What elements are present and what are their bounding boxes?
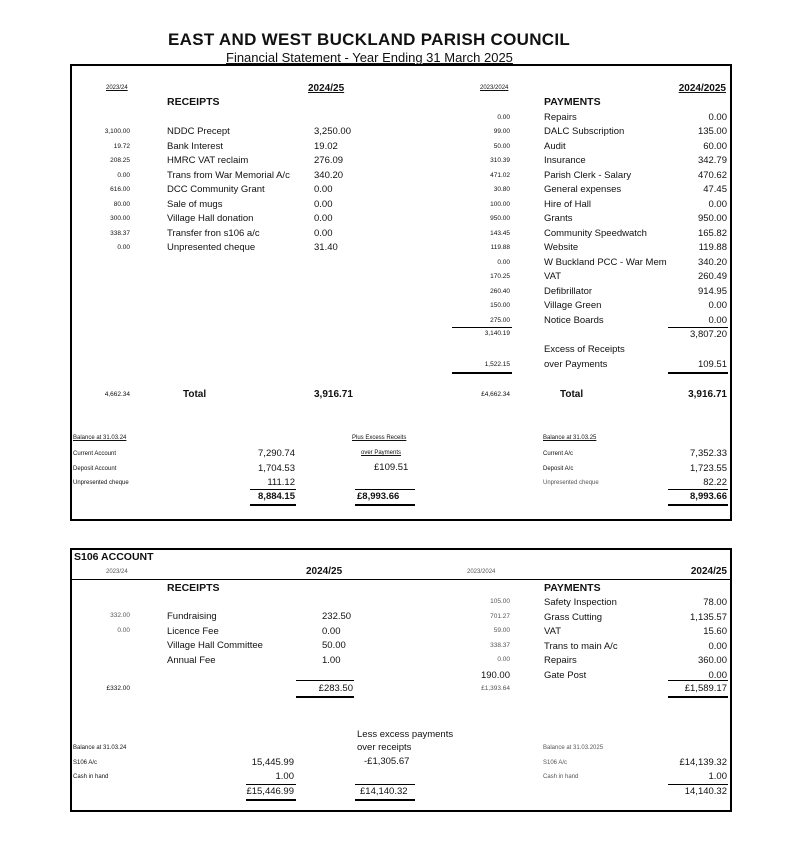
payment-prev-value: 260.40 xyxy=(490,287,510,295)
s106-less-value: -£1,305.67 xyxy=(364,756,410,767)
receipt-label: Trans from War Memorial A/c xyxy=(167,169,290,181)
excess-value: 109.51 xyxy=(697,359,727,370)
s106-less-line xyxy=(355,784,415,785)
plus-excess-line xyxy=(355,489,415,490)
payment-label: VAT xyxy=(544,271,562,282)
s106-receipt-prev-value: 0.00 xyxy=(117,626,130,634)
s106-payment-value: 0.00 xyxy=(708,669,727,681)
receipt-prev-value: 300.00 xyxy=(110,215,130,222)
payment-label: General expenses xyxy=(544,184,622,195)
s106-receipt-prev-value: 332.00 xyxy=(110,612,130,619)
payment-prev-value: 0.00 xyxy=(497,258,510,266)
receipt-value: 340.20 xyxy=(314,169,344,181)
s106-less-label-2: over receipts xyxy=(357,742,412,753)
receipt-prev-value: 0.00 xyxy=(117,244,130,251)
page-subtitle: Financial Statement - Year Ending 31 March 2025 xyxy=(226,50,513,65)
s106-payment-value: 360.00 xyxy=(697,655,727,666)
payment-prev-value: 50.00 xyxy=(493,142,510,150)
s106-open-label: S106 A/c xyxy=(73,760,98,766)
payment-value: 135.00 xyxy=(697,126,727,137)
excess-underline xyxy=(668,372,728,374)
receipt-label: NDDC Precept xyxy=(167,126,230,137)
s106-close-value: 1.00 xyxy=(708,771,727,782)
payment-label: Repairs xyxy=(544,111,577,123)
plus-excess-double xyxy=(355,504,415,506)
s106-receipt-value: 0.00 xyxy=(322,625,341,637)
s106-receipt-label: Village Hall Committee xyxy=(167,640,263,651)
s106-payment-label: Safety Inspection xyxy=(544,597,617,608)
s106-close-value: £14,139.32 xyxy=(679,757,727,768)
payment-value: 47.45 xyxy=(703,184,727,195)
receipt-label: HMRC VAT reclaim xyxy=(167,155,249,166)
payment-prev-value: 170.25 xyxy=(490,273,510,280)
s106-payments-total: £1,589.17 xyxy=(684,683,727,694)
receipt-prev-value: 3,100.00 xyxy=(104,128,130,135)
s106-receipts-total-line xyxy=(296,680,354,681)
payment-value: 342.79 xyxy=(697,155,727,166)
payment-prev-value: 950.00 xyxy=(490,215,510,222)
payment-value: 0.00 xyxy=(708,198,727,210)
open-balance-label: Current Account xyxy=(73,451,117,457)
open-balance-heading: Balance at 31.03.24 xyxy=(73,435,127,441)
payment-label: Defibrillator xyxy=(544,285,593,297)
close-balance-label: Unpresented cheque xyxy=(543,480,599,486)
payment-value: 260.49 xyxy=(697,271,727,282)
payment-prev-value: 150.00 xyxy=(490,302,510,309)
receipt-prev-value: 208.25 xyxy=(110,157,130,164)
payment-label: Website xyxy=(544,242,579,253)
receipt-value: 0.00 xyxy=(314,227,333,239)
close-balance-heading: Balance at 31.03.25 xyxy=(543,435,597,441)
payment-prev-value: 0.00 xyxy=(497,113,510,121)
receipts-heading: RECEIPTS xyxy=(167,96,220,108)
s106-receipts-heading: RECEIPTS xyxy=(167,582,220,594)
receipt-prev-value: 19.72 xyxy=(113,142,130,150)
payments-subtotal-prev: 3,140.19 xyxy=(484,330,510,337)
plus-excess-value: £109.51 xyxy=(374,462,409,473)
payment-label: Hire of Hall xyxy=(544,198,591,210)
payments-total-prev: £4,662.34 xyxy=(481,391,510,398)
payment-value: 0.00 xyxy=(708,314,727,326)
s106-open-line xyxy=(246,784,296,785)
s106-payment-label: Repairs xyxy=(544,655,577,666)
payment-value: 119.88 xyxy=(698,242,727,253)
s106-payments-heading: PAYMENTS xyxy=(544,582,601,594)
close-balance-line xyxy=(668,489,728,490)
s106-payment-prev-value: 59.00 xyxy=(493,627,510,634)
receipt-value: 0.00 xyxy=(314,213,333,224)
payments-subtotal: 3,807.20 xyxy=(690,329,727,340)
payment-prev-value: 143.45 xyxy=(490,229,510,237)
s106-payment-label: Trans to main A/c xyxy=(544,640,618,652)
payment-value: 914.95 xyxy=(697,285,727,297)
receipt-value: 0.00 xyxy=(314,184,333,195)
payment-label: Grants xyxy=(544,213,573,224)
close-balance-label: Deposit A/c xyxy=(543,465,574,472)
receipts-year: 2024/25 xyxy=(308,83,345,94)
receipts-total-label: Total xyxy=(183,389,207,400)
receipt-label: Bank Interest xyxy=(167,140,223,152)
payment-label: DALC Subscription xyxy=(544,126,625,137)
receipt-value: 276.09 xyxy=(314,155,344,166)
payments-year: 2024/2025 xyxy=(678,83,726,94)
payments-subtotal-line xyxy=(668,327,728,328)
s106-close-label: S106 A/c xyxy=(543,760,568,766)
open-balance-label: Unpresented cheque xyxy=(73,480,129,486)
close-balance-double xyxy=(668,504,728,506)
payment-prev-value: 310.39 xyxy=(490,157,510,164)
payment-label: Village Green xyxy=(544,300,602,311)
payment-prev-value: 100.00 xyxy=(490,200,510,208)
open-balance-value: 7,290.74 xyxy=(258,448,295,459)
open-balance-total: 8,884.15 xyxy=(258,491,295,502)
receipt-prev-value: 0.00 xyxy=(117,171,130,179)
s106-payment-label: VAT xyxy=(544,626,562,637)
receipt-value: 3,250.00 xyxy=(314,126,351,137)
payment-prev-value: 30.80 xyxy=(493,186,510,193)
s106-open-label: Cash in hand xyxy=(73,774,109,780)
s106-payment-label: Gate Post xyxy=(544,669,587,681)
s106-payment-value: 78.00 xyxy=(703,597,727,608)
payment-label: Community Speedwatch xyxy=(544,227,647,239)
open-balance-double xyxy=(250,504,296,506)
s106-close-total: 14,140.32 xyxy=(684,786,727,797)
s106-payment-value: 1,135.57 xyxy=(690,611,727,623)
s106-receipt-value: 232.50 xyxy=(322,611,352,622)
payment-value: 60.00 xyxy=(703,140,727,152)
close-balance-value: 1,723.55 xyxy=(690,462,727,474)
payment-value: 950.00 xyxy=(697,213,727,224)
s106-payments-total-prev: £1,393.64 xyxy=(481,685,510,692)
payments-total-value: 3,916.71 xyxy=(688,389,727,400)
receipts-total-prev: 4,662.34 xyxy=(104,391,130,398)
payment-label: Insurance xyxy=(544,155,586,166)
payment-value: 165.82 xyxy=(697,227,727,239)
plus-excess-label-2: over Payments xyxy=(361,450,402,456)
s106-less-total: £14,140.32 xyxy=(360,786,408,797)
receipt-value: 19.02 xyxy=(314,140,338,152)
open-balance-label: Deposit Account xyxy=(73,465,117,472)
s106-receipt-value: 50.00 xyxy=(322,640,346,651)
close-balance-value: 82.22 xyxy=(703,477,727,488)
s106-payment-value: 0.00 xyxy=(708,640,727,652)
s106-payment-label: Grass Cutting xyxy=(544,611,603,623)
s106-payment-value: 15.60 xyxy=(703,626,727,637)
plus-excess-total: £8,993.66 xyxy=(357,491,400,502)
excess-label-1: Excess of Receipts xyxy=(544,344,625,355)
payment-value: 0.00 xyxy=(708,111,727,123)
open-balance-value: 1,704.53 xyxy=(258,462,295,474)
page-title: EAST AND WEST BUCKLAND PARISH COUNCIL xyxy=(168,30,571,49)
payment-prev-value: 471.02 xyxy=(490,171,510,179)
excess-prev: 1,522.15 xyxy=(484,361,510,368)
payment-label: W Buckland PCC - War Mem xyxy=(544,256,667,268)
payments-heading: PAYMENTS xyxy=(544,96,601,108)
s106-payments-total-line xyxy=(668,680,728,681)
payment-value: 0.00 xyxy=(708,300,727,311)
s106-title: S106 ACCOUNT xyxy=(74,551,154,563)
receipt-prev-value: 80.00 xyxy=(113,200,130,208)
receipt-value: 0.00 xyxy=(314,198,333,210)
receipts-prev-year: 2023/24 xyxy=(106,85,128,91)
receipts-total-value: 3,916.71 xyxy=(314,389,353,400)
s106-receipt-label: Fundraising xyxy=(167,611,217,622)
excess-prev-underline xyxy=(452,372,512,374)
s106-receipt-value: 1.00 xyxy=(322,654,341,666)
s106-receipts-total-prev: £332.00 xyxy=(106,685,130,692)
s106-close-heading: Balance at 31.03.2025 xyxy=(543,745,604,751)
receipt-prev-value: 338.37 xyxy=(110,229,130,237)
s106-open-double xyxy=(246,799,296,801)
receipt-value: 31.40 xyxy=(314,242,338,253)
payment-value: 470.62 xyxy=(697,169,727,181)
close-balance-value: 7,352.33 xyxy=(690,448,727,459)
payment-prev-value: 119.88 xyxy=(490,244,510,251)
payments-prev-year: 2023/2024 xyxy=(480,85,509,91)
payment-value: 340.20 xyxy=(697,256,727,268)
s106-less-double xyxy=(355,799,415,801)
s106-open-heading: Balance at 31.03.24 xyxy=(73,745,127,751)
s106-close-line xyxy=(668,784,728,785)
s106-header-rule xyxy=(72,579,730,580)
s106-payment-prev-value: 190.00 xyxy=(480,669,510,681)
s106-receipt-label: Annual Fee xyxy=(167,654,216,666)
s106-payments-total-double xyxy=(668,696,728,698)
s106-close-label: Cash in hand xyxy=(543,774,579,780)
receipt-label: Transfer fron s106 a/c xyxy=(167,227,260,239)
payment-label: Notice Boards xyxy=(544,314,604,326)
receipt-label: Sale of mugs xyxy=(167,198,223,210)
s106-open-value: 1.00 xyxy=(275,771,294,782)
s106-receipts-year: 2024/25 xyxy=(306,566,343,577)
s106-receipts-total-double xyxy=(296,696,354,698)
receipt-prev-value: 616.00 xyxy=(110,186,130,193)
open-balance-value: 111.12 xyxy=(267,477,295,488)
s106-open-value: 15,445.99 xyxy=(251,757,294,768)
s106-payment-prev-value: 338.37 xyxy=(490,641,510,649)
receipt-label: Unpresented cheque xyxy=(167,242,256,253)
payment-label: Audit xyxy=(544,140,566,152)
s106-receipts-prev-year: 2023/24 xyxy=(106,569,128,575)
payment-prev-value: 99.00 xyxy=(493,128,510,135)
payment-label: Parish Clerk - Salary xyxy=(544,169,632,181)
close-balance-total: 8,993.66 xyxy=(690,491,727,502)
s106-receipts-total: £283.50 xyxy=(318,683,353,694)
s106-payments-year: 2024/25 xyxy=(690,566,727,577)
close-balance-label: Current A/c xyxy=(543,451,574,457)
s106-open-total: £15,446.99 xyxy=(246,786,294,797)
plus-excess-label-1: Plus Excess Receits xyxy=(352,435,407,441)
s106-payments-prev-year: 2023/2024 xyxy=(467,569,496,575)
s106-payment-prev-value: 105.00 xyxy=(490,598,510,605)
excess-label-2: over Payments xyxy=(544,359,608,370)
payments-total-label: Total xyxy=(560,389,584,400)
s106-less-label-1: Less excess payments xyxy=(357,729,454,740)
s106-receipt-label: Licence Fee xyxy=(167,625,219,637)
receipt-label: DCC Community Grant xyxy=(167,184,265,195)
open-balance-line xyxy=(250,489,296,490)
s106-payment-prev-value: 701.27 xyxy=(490,612,510,620)
receipt-label: Village Hall donation xyxy=(167,213,254,224)
payment-prev-value: 275.00 xyxy=(490,316,510,324)
payments-prev-subtotal-line xyxy=(452,327,512,328)
s106-payment-prev-value: 0.00 xyxy=(497,656,510,663)
